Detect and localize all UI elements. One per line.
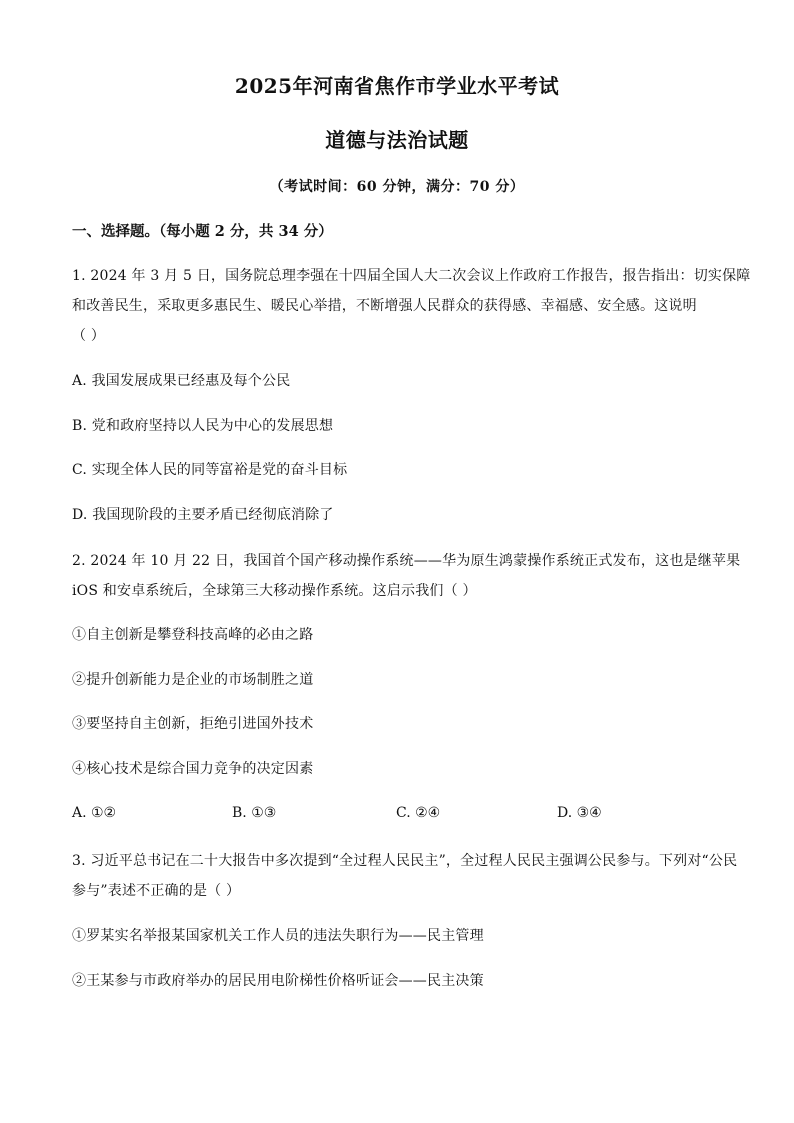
q3-stem-line-2: 参与”表述不正确的是（ ） (72, 883, 241, 899)
q3-item-1: ①罗某实名举报某国家机关工作人员的违法失职行为——民主管理 (72, 928, 484, 944)
q1-option-c: C. 实现全体人民的同等富裕是党的奋斗目标 (72, 462, 348, 478)
q1-stem-line-3: （ ） (72, 328, 106, 344)
q2-item-1: ①自主创新是攀登科技高峰的必由之路 (72, 627, 314, 643)
q1-option-d: D. 我国现阶段的主要矛盾已经彻底消除了 (72, 507, 334, 523)
q1-option-a: A. 我国发展成果已经惠及每个公民 (72, 373, 291, 389)
q2-item-4: ④核心技术是综合国力竞争的决定因素 (72, 761, 314, 777)
q3-item-2: ②王某参与市政府举办的居民用电阶梯性价格听证会——民主决策 (72, 973, 484, 989)
exam-subtitle: 道德与法治试题 (325, 128, 469, 152)
q2-item-3: ③要坚持自主创新，拒绝引进国外技术 (72, 716, 314, 732)
exam-title: 2025年河南省焦作市学业水平考试 (234, 74, 560, 98)
q2-option-c: C. ②④ (396, 805, 441, 821)
q2-option-a: A. ①② (72, 805, 117, 821)
exam-info: （考试时间：60 分钟，满分：70 分） (269, 179, 525, 195)
q2-stem-line-2: iOS 和安卓系统后，全球第三大移动操作系统。这启示我们（ ） (72, 583, 477, 599)
q1-stem-line-2: 和改善民生，采取更多惠民生、暖民心举措，不断增强人民群众的获得感、幸福感、安全感。这说明 (72, 298, 697, 314)
q2-option-d: D. ③④ (557, 805, 602, 821)
q2-item-2: ②提升创新能力是企业的市场制胜之道 (72, 672, 314, 688)
q2-stem-line-1: 2. 2024 年 10 月 22 日，我国首个国产移动操作系统——华为原生鸿蒙操作系统正式发布，这也是继苹果 (72, 553, 741, 569)
q2-option-b: B. ①③ (232, 805, 277, 821)
q1-stem-line-1: 1. 2024 年 3 月 5 日，国务院总理李强在十四届全国人大二次会议上作政府工作报告，报告指出：切实保障 (72, 268, 751, 284)
section-title: 一、选择题。（每小题 2 分，共 34 分） (72, 223, 333, 240)
q1-option-b: B. 党和政府坚持以人民为中心的发展思想 (72, 418, 334, 434)
q3-stem-line-1: 3. 习近平总书记在二十大报告中多次提到“全过程人民民主”，全过程人民民主强调公民参与。下列对“公民 (72, 853, 738, 869)
